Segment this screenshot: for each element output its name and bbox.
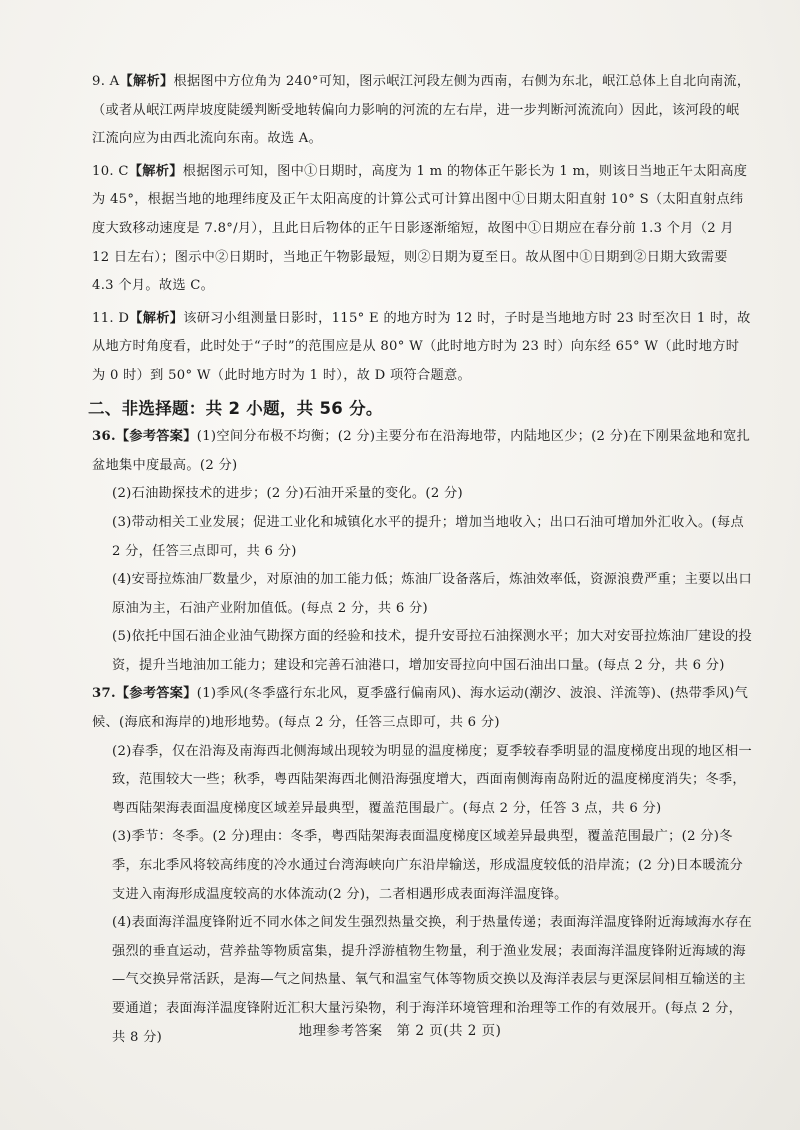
q9-analysis-tag: 【解析】 <box>119 74 174 89</box>
q37-part2: (2)春季，仅在沿海及南海西北侧海域出现较为明显的温度梯度；夏季较春季明显的温度梯度出现的地区相一致，范围较大一些；秋季，粤西陆架海西北侧沿海强度增大，西面南侧海南岛附近的温度梯度消失；冬季，粤西陆架海表面温度梯度区域差异最典型，覆盖范围最广。(每点 2 分，任答 3 点，共 6 分) <box>112 743 753 816</box>
q10-analysis-tag: 【解析】 <box>128 163 183 179</box>
q37-heading: 37.【参考答案】 <box>92 686 197 702</box>
q36-part1: (1)空间分布极不均衡；(2 分)主要分布在沿海地带，内陆地区少；(2 分)在下刚果盆地和宽扎盆地集中度最高。(2 分) <box>92 429 751 473</box>
q37-part4: (4)表面海洋温度锋附近不同水体之间发生强烈热量交换，利于热量传递；表面海洋温度锋附近海域海水存在强烈的垂直运动，营养盐等物质富集，提升浮游植物生物量，利于渔业发展；表面海洋温度锋附近海域的海—气交换异常活跃，是海—气之间热量、氧气和温室气体等物质交换以及海洋表层与更深层间相互输送的主要通道；表面海洋温度锋附近汇积大量污染物，利于海洋环境管理和治理等工作的有效展开。(每点 2 分，共 8 分) <box>112 915 753 1045</box>
answer-q11 <box>92 305 752 391</box>
q36-part5: (5)依托中国石油企业油气勘探方面的经验和技术，提升安哥拉石油探测水平；加大对安哥拉炼油厂建设的投资，提升当地油加工能力；建设和完善石油港口，增加安哥拉向中国石油出口量。(每点 2 分，共 6 分) <box>112 629 753 673</box>
q37-part3: (3)季节：冬季。(2 分)理由：冬季，粤西陆架海表面温度梯度区域差异最典型，覆盖范围最广；(2 分)冬季，东北季风将较高纬度的冷水通过台湾海峡向广东沿岸输送，形成温度较低的沿岸流；(2 分)日本暖流分支进入南海形成温度较高的水体流动(2 分)，二者相遇形成表面海洋温度锋。 <box>112 829 744 902</box>
q9-text: 根据图中方位角为 240°可知，图示岷江河段左侧为西南，右侧为东北，岷江总体上自北向南流，（或者从岷江两岸坡度陡缓判断受地转偏向力影响的河流的左右岸，进一步判断河流流向）因此，该河段的岷江流向应为由西北流向东南。故选 A。 <box>92 74 751 147</box>
q11-number: 11. D <box>92 310 130 326</box>
answer-q37 <box>92 680 752 737</box>
q10-number: 10. C <box>92 163 129 179</box>
q9-number: 9. A <box>92 74 120 89</box>
q11-text: 该研习小组测量日影时，115° E 的地方时为 12 时，子时是当地地方时 23 时至次日 1 时，故从地方时角度看，此时处于“子时”的范围应是从 80° W（此时地方时为 23 时）向东经 65° W（此时地方时为 0 时）到 50° W（此时地方时为 1 时），故 D 项符合题意。 <box>92 310 751 383</box>
q36-part4: (4)安哥拉炼油厂数量少，对原油的加工能力低；炼油厂设备落后，炼油效率低，资源浪费严重；主要以出口原油为主，石油产业附加值低。(每点 2 分，共 6 分) <box>112 572 753 616</box>
answer-q9 <box>92 68 752 154</box>
q11-analysis-tag: 【解析】 <box>129 310 184 326</box>
q36-heading: 36.【参考答案】 <box>92 429 197 445</box>
q36-part2: (2)石油勘探技术的进步；(2 分)石油开采量的变化。(2 分) <box>112 486 463 502</box>
section-heading: 二、非选择题：共 2 小题，共 56 分。 <box>88 398 383 418</box>
q37-part1: (1)季风(冬季盛行东北风，夏季盛行偏南风)、海水运动(潮汐、波浪、洋流等)、(热带季风)气候、(海底和海岸的)地形地势。(每点 2 分，任答三点即可，共 6 分) <box>92 686 749 731</box>
q10-text: 根据图示可知，图中①日期时，高度为 1 m 的物体正午影长为 1 m，则该日当地正午太阳高度为 45°，根据当地的地理纬度及正午太阳高度的计算公式可计算出图中①日期太阳直射 10° S（太阳直射点纬度大致移动速度是 7.8°/月），且此日后物体的正午日影逐渐缩短，故图中①日期应在春分前 1.3 个月（2 月 12 日左右）；图示中②日期时，当地正午物影最短，则②日期为夏至日。故从图中①日期到②日期大致需要 4.3 个月。故选 C。 <box>92 163 748 294</box>
q36-part3: (3)带动相关工业发展；促进工业化和城镇化水平的提升；增加当地收入；出口石油可增加外汇收入。(每点 2 分，任答三点即可，共 6 分) <box>112 514 744 559</box>
answer-content <box>88 68 753 1052</box>
page-footer: 地理参考答案 第 2 页(共 2 页) <box>298 1023 502 1039</box>
answer-q36 <box>92 423 752 480</box>
answer-q10 <box>92 158 752 301</box>
